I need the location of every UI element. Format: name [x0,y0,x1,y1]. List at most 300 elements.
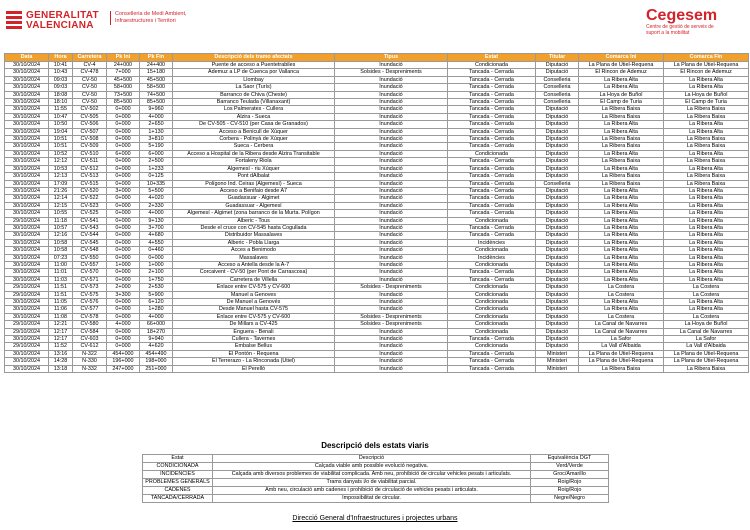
table-cell: 30/10/2024 [5,276,49,283]
table-cell: Inundació [335,76,448,83]
table-cell: Diputació [536,195,579,202]
legend-cell: Roig/Rojo [531,479,609,487]
table-cell: Acceso a Antella desde la A-7 [173,261,335,268]
table-cell: 85+500 [140,99,173,106]
table-cell: Tancada - Cerrada [448,143,536,150]
table-cell: Acceso a Hospital de la Ribera desde Alzira Transitable [173,150,335,157]
table-cell: 0+000 [107,254,140,261]
column-header: Pk Fin [140,54,173,62]
table-cell: La Ribera Alta [664,76,749,83]
table-row [5,158,749,165]
table-row [5,261,749,268]
table-cell: La Ribera Alta [579,121,664,128]
table-cell: 0+000 [107,158,140,165]
table-cell: 4+620 [140,343,173,350]
legend-table [142,454,609,503]
table-cell: 30/10/2024 [5,180,49,187]
table-cell: Alberic - Pobla Llarga [173,239,335,246]
table-cell: CV-525 [73,210,107,217]
table-cell: El Camp de Turia [664,99,749,106]
table-cell: Inundació [335,299,448,306]
table-row [5,217,749,224]
table-cell: La Ribera Alta [664,128,749,135]
table-cell: Tancada - Cerrada [448,121,536,128]
table-cell: La Vall d'Albaida [664,343,749,350]
table-cell: La Ribera Alta [664,254,749,261]
table-cell: 10:52 [49,150,73,157]
table-cell: 247+000 [107,365,140,372]
table-cell: 4+000 [140,313,173,320]
legend-cell: Verd/Verde [531,463,609,471]
table-cell: La Ribera Baixa [579,158,664,165]
table-cell: Guadassuar - Algemesí [173,202,335,209]
table-cell: CV-522 [73,195,107,202]
table-cell: Tancada - Cerrada [448,113,536,120]
table-row [5,239,749,246]
department-line1: Conselleria de Medi Ambient, [115,11,187,17]
table-cell: La Ribera Alta [664,276,749,283]
table-cell: La Ribera Alta [664,195,749,202]
table-cell: 10:58 [49,247,73,254]
table-cell: Diputació [536,150,579,157]
table-row [5,291,749,298]
table-cell: Tancada - Cerrada [448,365,536,372]
table-cell: 0+000 [107,313,140,320]
legend-table-body [143,463,609,503]
table-cell: 10:47 [49,113,73,120]
table-cell: Tancada - Cerrada [448,350,536,357]
table-cell: La Ribera Alta [579,247,664,254]
table-cell: Inundació [335,336,448,343]
table-cell: La Hoya de Buñol [579,91,664,98]
table-cell: 11:01 [49,269,73,276]
page-header [0,0,750,46]
table-cell: Manuel a Genoves [173,291,335,298]
table-row [5,299,749,306]
table-cell: Barranco de Chiva (Cheste) [173,91,335,98]
table-cell: 74+500 [140,91,173,98]
table-cell: La Ribera Alta [664,261,749,268]
table-cell: Diputació [536,158,579,165]
table-cell: 30/10/2024 [5,254,49,261]
table-cell: 19:04 [49,128,73,135]
table-cell: Tancada - Cerrada [448,336,536,343]
table-cell: 10:43 [49,69,73,76]
table-cell: Solsides - Despreniments [335,284,448,291]
table-cell: El Perelló [173,365,335,372]
table-cell: La Plana de Utiel-Requena [579,62,664,69]
table-cell: 0+000 [107,128,140,135]
table-cell: Tancada - Cerrada [448,358,536,365]
table-cell: La Costera [579,291,664,298]
table-cell: Diputació [536,299,579,306]
table-cell: Diputació [536,306,579,313]
table-cell: Inundació [335,365,448,372]
legend-cell: CADENES [143,487,213,495]
table-cell: Los Palmerates - Cullera [173,106,335,113]
table-cell: 11:55 [49,106,73,113]
table-cell: La Ribera Alta [579,150,664,157]
table-cell: La Ribera Alta [579,299,664,306]
table-cell: La Safor [664,336,749,343]
table-cell: 30/10/2024 [5,239,49,246]
table-cell: La Costera [579,313,664,320]
table-cell: Sueca - Cerbera [173,143,335,150]
table-cell: La Vall d'Albaida [579,343,664,350]
table-cell: Tancada - Cerrada [448,180,536,187]
table-cell: Inundació [335,224,448,231]
table-cell: Corcaivent - CV-50 (per Pont de Carrascosa) [173,269,335,276]
table-row [5,350,749,357]
table-cell: 1+280 [140,306,173,313]
table-cell: 454+490 [140,350,173,357]
table-cell: 30/10/2024 [5,165,49,172]
table-cell: Condicionada [448,306,536,313]
table-cell: 1+750 [140,276,173,283]
table-cell: 1+233 [140,165,173,172]
table-cell: 5+190 [140,143,173,150]
table-cell: 30/10/2024 [5,62,49,69]
cegesem-title: Cegesem [646,7,718,24]
table-cell: CV-511 [73,158,107,165]
table-row [5,143,749,150]
table-cell: Solsides - Despreniments [335,321,448,328]
footer-link[interactable]: Direcció General d'Infraestructures i projectes urbans [292,515,458,522]
table-cell: 29/10/2024 [5,291,49,298]
table-cell: Condicionada [448,62,536,69]
table-cell: 30/10/2024 [5,128,49,135]
table-cell: Condicionada [448,150,536,157]
table-cell: 10:50 [49,121,73,128]
table-cell: CV-523 [73,202,107,209]
table-cell: 12:21 [49,321,73,328]
table-cell: La Costera [664,313,749,320]
table-cell: 0+000 [107,299,140,306]
cegesem-subtitle-line1: Centre de gestió de serveis de [646,24,714,30]
table-cell: Tancada - Cerrada [448,195,536,202]
table-row [5,232,749,239]
table-cell: CV-544 [73,232,107,239]
table-cell: Tancada - Cerrada [448,136,536,143]
table-cell: Inundació [335,113,448,120]
table-cell: Acceso a Benifaio desde A7 [173,187,335,194]
table-cell: 17:09 [49,180,73,187]
legend-cell: Groc/Amarillo [531,471,609,479]
generalitat-logo [6,9,99,33]
table-cell: 66+000 [140,321,173,328]
table-cell: 24+000 [107,62,140,69]
table-cell: 30/10/2024 [5,121,49,128]
table-cell: CV-509 [73,143,107,150]
table-cell: 30/10/2024 [5,358,49,365]
table-row [5,247,749,254]
table-cell: La Ribera Alta [579,276,664,283]
table-cell: 6+120 [140,299,173,306]
table-cell: Diputació [536,202,579,209]
table-cell: De Manuel a Genovés [173,299,335,306]
table-cell: Condicionada [448,217,536,224]
table-cell: Condicionada [448,313,536,320]
table-cell: Diputació [536,136,579,143]
table-cell: 1+000 [140,261,173,268]
table-row [5,269,749,276]
table-cell: CV-4 [73,62,107,69]
table-cell: 30/10/2024 [5,150,49,157]
table-cell: 30/10/2024 [5,136,49,143]
table-cell: De Millars a CV-425 [173,321,335,328]
table-cell: 0+000 [107,173,140,180]
legend-cell: Calçada viable amb possible evolució negativa. [213,463,531,471]
table-cell: Condicionada [448,247,536,254]
table-cell: 10:57 [49,224,73,231]
table-cell: 45+500 [140,76,173,83]
table-cell: La Ribera Alta [579,232,664,239]
legend-cell: Calçada amb diversos problemes de viabilitat complicada. Amb neu, prohibició de circular vehicles pesats i articulats. [213,471,531,479]
table-cell: 09:03 [49,76,73,83]
table-cell: 0+000 [107,106,140,113]
table-cell: Pont dAlbalat [173,173,335,180]
table-cell: La Ribera Alta [579,239,664,246]
table-cell: 12:16 [49,232,73,239]
table-cell: CV-573 [73,284,107,291]
table-cell: 30/10/2024 [5,202,49,209]
table-cell: CV-515 [73,180,107,187]
table-cell: Enlace entre CV-575 y CV-600 [173,284,335,291]
table-cell: Inundació [335,106,448,113]
table-cell: Tancada - Cerrada [448,165,536,172]
table-cell: 9+940 [140,336,173,343]
table-cell: 12:12 [49,158,73,165]
table-cell: 30/10/2024 [5,210,49,217]
table-cell: La Plana de Utiel-Requena [664,358,749,365]
table-cell: Inundació [335,343,448,350]
table-cell: Corbera - Polinyà de Xúquer [173,136,335,143]
legend-cell: Amb neu, circulació amb cadenes i prohibició de circulació de vehicles pesats i articulats. [213,487,531,495]
table-row [5,210,749,217]
table-cell: Tancada - Cerrada [448,210,536,217]
table-cell: 3+810 [140,136,173,143]
legend-cell: CONDICIONADA [143,463,213,471]
table-cell: CV-50 [73,99,107,106]
table-cell: Inundació [335,276,448,283]
table-cell: 0+000 [140,254,173,261]
legend-row [143,487,609,495]
table-cell: Inundació [335,165,448,172]
table-cell: 29/10/2024 [5,321,49,328]
table-cell: La Ribera Alta [579,187,664,194]
legend-cell: PROBLEMES GENERALS [143,479,213,487]
table-cell: Tancada - Cerrada [448,173,536,180]
table-cell: La Ribera Alta [664,224,749,231]
legend-header-row [143,455,609,463]
table-row [5,276,749,283]
table-cell: Inundació [335,187,448,194]
table-cell: CV-506 [73,121,107,128]
table-cell: 4+000 [140,210,173,217]
table-cell: 10+335 [140,180,173,187]
table-cell: La Ribera Alta [664,306,749,313]
legend-row [143,495,609,503]
table-cell: Inundació [335,128,448,135]
table-cell: Inundació [335,269,448,276]
table-cell: La Canal de Navarres [664,328,749,335]
cegesem-subtitle-line2: suport a la mobilitat [646,30,690,36]
table-cell: 30/10/2024 [5,91,49,98]
table-cell: Diputació [536,328,579,335]
table-cell: Incidències [448,239,536,246]
table-cell: Barranco Teulada (Villanaxant) [173,99,335,106]
table-cell: Inundació [335,195,448,202]
table-cell: CV-50 [73,91,107,98]
table-cell: La Ribera Alta [664,210,749,217]
table-cell: Tancada - Cerrada [448,99,536,106]
table-cell: Inundació [335,91,448,98]
table-cell: 11:03 [49,276,73,283]
table-cell: Guadassuar - Algimet [173,195,335,202]
table-cell: 30/10/2024 [5,365,49,372]
table-cell: N-330 [73,358,107,365]
table-cell: 12:15 [49,202,73,209]
table-cell: Inundació [335,328,448,335]
table-cell: Ministeri [536,350,579,357]
table-cell: Diputació [536,313,579,320]
table-cell: Solsides - Despreniments [335,313,448,320]
table-cell: 30/10/2024 [5,69,49,76]
table-cell: La Ribera Baixa [579,143,664,150]
column-header: Estat [448,54,536,62]
column-header: Hora [49,54,73,62]
legend-column-header: Estat [143,455,213,463]
table-cell: CV-578 [73,313,107,320]
table-cell: 10:55 [49,210,73,217]
table-cell: 18:10 [49,99,73,106]
table-row [5,284,749,291]
table-cell: Algemesí - riu Xúquer [173,165,335,172]
table-cell: Ademuz a LP de Cuenca por Vallanca [173,69,335,76]
table-cell: Incidències [448,254,536,261]
table-cell: Inundació [335,306,448,313]
table-cell: La Ribera Alta [664,150,749,157]
table-cell: Fortaleny Riola [173,158,335,165]
table-cell: Desde Manuel hasta CV-575 [173,306,335,313]
table-cell: Inundació [335,173,448,180]
table-cell: La Ribera Baixa [579,136,664,143]
table-cell: La Canal de Navarres [579,321,664,328]
legend-cell: Impossibilitat de circular. [213,495,531,503]
table-cell: Diputació [536,343,579,350]
table-cell: Desde el cruce con CV-545 hasta Cogullada [173,224,335,231]
table-cell: 4+020 [140,195,173,202]
table-cell: La Ribera Baixa [579,113,664,120]
table-cell: 30/10/2024 [5,336,49,343]
table-cell: 12:17 [49,328,73,335]
table-cell: La Ribera Alta [579,76,664,83]
table-row [5,365,749,372]
department-line2: Infraestructures i Territori [115,18,176,24]
table-cell: 3+700 [140,224,173,231]
table-cell: 30/10/2024 [5,224,49,231]
table-cell: Inundació [335,291,448,298]
table-cell: La Ribera Alta [664,217,749,224]
table-cell: Diputació [536,62,579,69]
table-cell: Diputació [536,187,579,194]
table-cell: 29/10/2024 [5,328,49,335]
table-row [5,328,749,335]
table-cell: Diputació [536,128,579,135]
table-row [5,76,749,83]
table-cell: Diputació [536,173,579,180]
legend-cell: Negre/Negro [531,495,609,503]
table-cell: CV-50 [73,76,107,83]
table-cell: El Camp de Turia [579,99,664,106]
table-cell: 73+500 [107,91,140,98]
table-cell: El Rincon de Ademuz [664,69,749,76]
table-cell: CV-513 [73,173,107,180]
table-cell: Inundació [335,202,448,209]
table-cell: Inundació [335,254,448,261]
table-cell: 196+000 [107,358,140,365]
table-cell: Diputació [536,291,579,298]
table-cell: Diputació [536,113,579,120]
table-cell: La Ribera Alta [579,165,664,172]
table-cell: Alberic - Tous [173,217,335,224]
road-status-table-body [5,62,749,373]
table-cell: La Ribera Alta [579,210,664,217]
table-cell: 7+000 [107,69,140,76]
table-row [5,321,749,328]
table-cell: 12:17 [49,336,73,343]
table-cell: Inundació [335,158,448,165]
table-cell: Tancada - Cerrada [448,69,536,76]
table-cell: 2+530 [140,284,173,291]
table-cell: Acces a Benimodo [173,247,335,254]
table-cell: 11:18 [49,217,73,224]
table-cell: Diputació [536,217,579,224]
table-cell: 6+000 [107,150,140,157]
table-cell: 9+130 [140,217,173,224]
legend-row [143,463,609,471]
department-name [110,11,187,25]
table-cell: 0+000 [107,343,140,350]
table-cell: 11:51 [49,284,73,291]
table-cell: 2+650 [140,121,173,128]
legend-title: Descripció dels estats viaris [321,441,429,450]
table-cell: Diputació [536,232,579,239]
table-cell: 11:00 [49,261,73,268]
table-cell: Alzira - Sueca [173,113,335,120]
table-cell: Inundació [335,143,448,150]
table-cell: 15+180 [140,69,173,76]
table-cell: La Ribera Alta [579,261,664,268]
table-cell: Enlace entre CV-575 y CV-600 [173,313,335,320]
table-cell: La Ribera Alta [579,202,664,209]
table-cell: CV-580 [73,321,107,328]
column-header: Data [5,54,49,62]
table-cell: CV-548 [73,247,107,254]
table-cell: La Ribera Alta [579,128,664,135]
table-cell: 2+500 [140,158,173,165]
table-row [5,136,749,143]
table-cell: 0+000 [107,210,140,217]
table-cell: Diputació [536,165,579,172]
table-cell: CV-507 [73,128,107,135]
table-row [5,62,749,69]
table-cell: La Ribera Baixa [664,158,749,165]
table-cell: Inundació [335,99,448,106]
table-cell: Cullera - Tavernes [173,336,335,343]
table-cell: Conselleria [536,99,579,106]
table-cell: Tancada - Cerrada [448,91,536,98]
